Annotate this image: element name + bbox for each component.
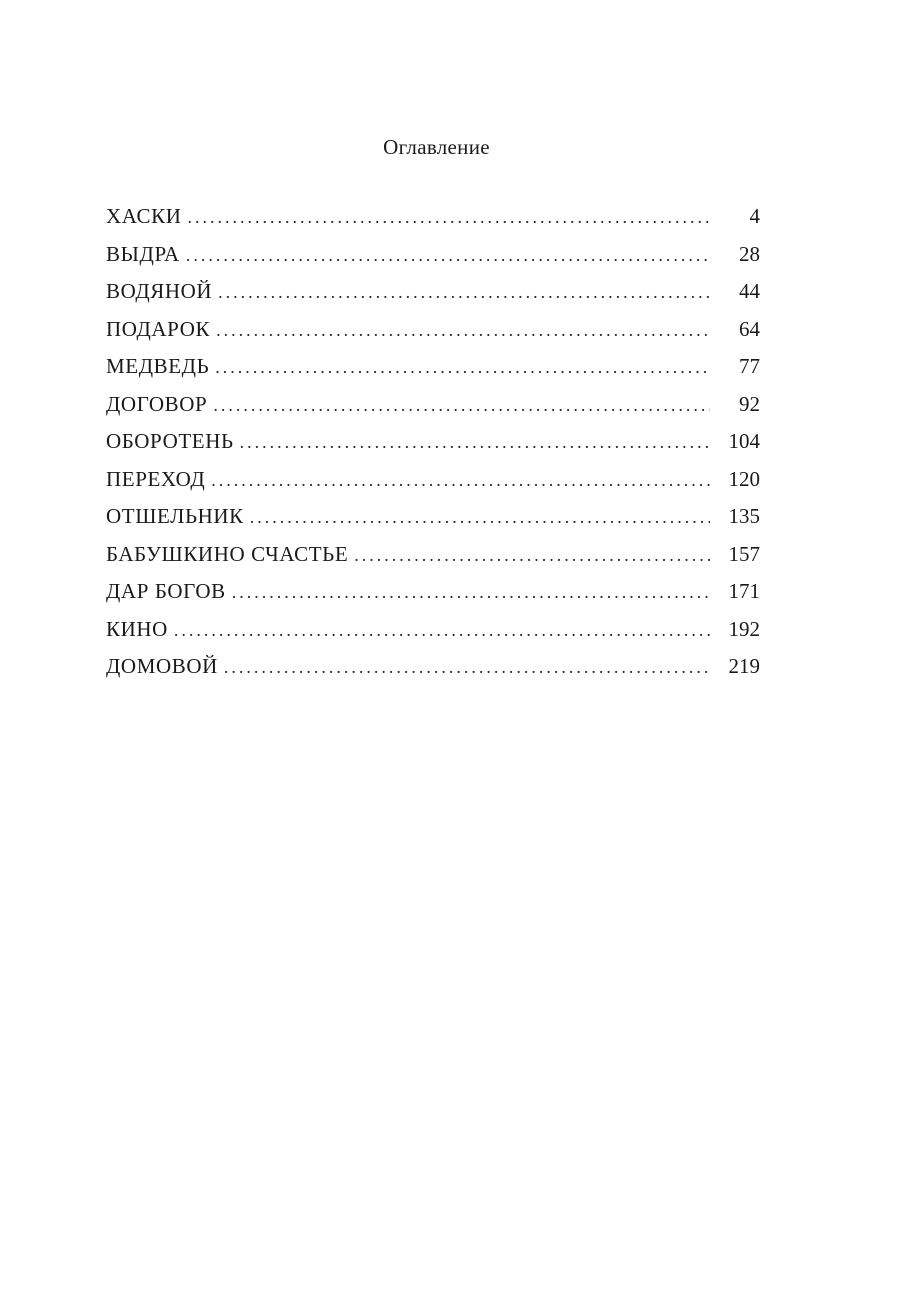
toc-entry [106, 311, 760, 349]
toc-entry-title: ВЫДРА [106, 241, 180, 266]
toc-entry-page-number: 171 [728, 579, 760, 603]
dot-leader [187, 199, 710, 237]
dot-leader [240, 424, 710, 462]
toc-entry [106, 348, 760, 386]
toc-entry [106, 273, 760, 311]
toc-entry-title: ПЕРЕХОД [106, 466, 206, 491]
dot-leader [224, 649, 710, 687]
toc-entry [106, 198, 760, 236]
toc-entry-title: ДАР БОГОВ [106, 579, 226, 603]
toc-entry-page-number: 4 [749, 204, 760, 228]
toc-entry-title: КИНО [106, 616, 168, 641]
toc-entry [106, 648, 760, 686]
toc-entry-title: МЕДВЕДЬ [106, 354, 210, 378]
dot-leader [215, 349, 710, 387]
toc-entry-page-number: 44 [739, 279, 760, 303]
toc-entry-page-number: 28 [739, 241, 760, 266]
toc-entry-page-number: 64 [739, 316, 760, 341]
dot-leader [250, 499, 710, 537]
toc-entry-page-number: 135 [728, 504, 760, 528]
toc-entry-title: ОБОРОТЕНЬ [106, 429, 234, 453]
toc-entry [106, 536, 760, 574]
toc-entry [106, 573, 760, 611]
toc-entry-title: ДОМОВОЙ [106, 654, 218, 678]
toc-entry-title: БАБУШКИНО СЧАСТЬЕ [106, 541, 349, 566]
toc-entry-page-number: 192 [728, 616, 760, 641]
dot-leader [218, 274, 710, 312]
dot-leader [232, 574, 710, 612]
dot-leader [186, 237, 710, 275]
toc-entry-page-number: 77 [739, 354, 760, 378]
toc-entry [106, 386, 760, 424]
page-title: Оглавление [383, 135, 490, 159]
toc-entry-title: ПОДАРОК [106, 316, 211, 341]
dot-leader [211, 462, 710, 500]
toc-entry-title: ХАСКИ [106, 204, 182, 228]
toc-entry [106, 498, 760, 536]
dot-leader [213, 387, 710, 425]
table-of-contents [106, 198, 760, 686]
toc-entry [106, 423, 760, 461]
toc-entry [106, 236, 760, 274]
toc-entry-title: ОТШЕЛЬНИК [106, 504, 244, 528]
toc-entry-page-number: 120 [728, 466, 760, 491]
toc-entry [106, 611, 760, 649]
dot-leader [216, 312, 710, 350]
toc-entry-page-number: 157 [728, 541, 760, 566]
toc-entry-title: ДОГОВОР [106, 391, 208, 416]
toc-entry-page-number: 219 [728, 654, 760, 678]
toc-entry-page-number: 92 [739, 391, 760, 416]
dot-leader [354, 537, 710, 575]
toc-entry-page-number: 104 [728, 429, 760, 453]
dot-leader [174, 612, 710, 650]
toc-entry-title: ВОДЯНОЙ [106, 279, 213, 303]
toc-entry [106, 461, 760, 499]
